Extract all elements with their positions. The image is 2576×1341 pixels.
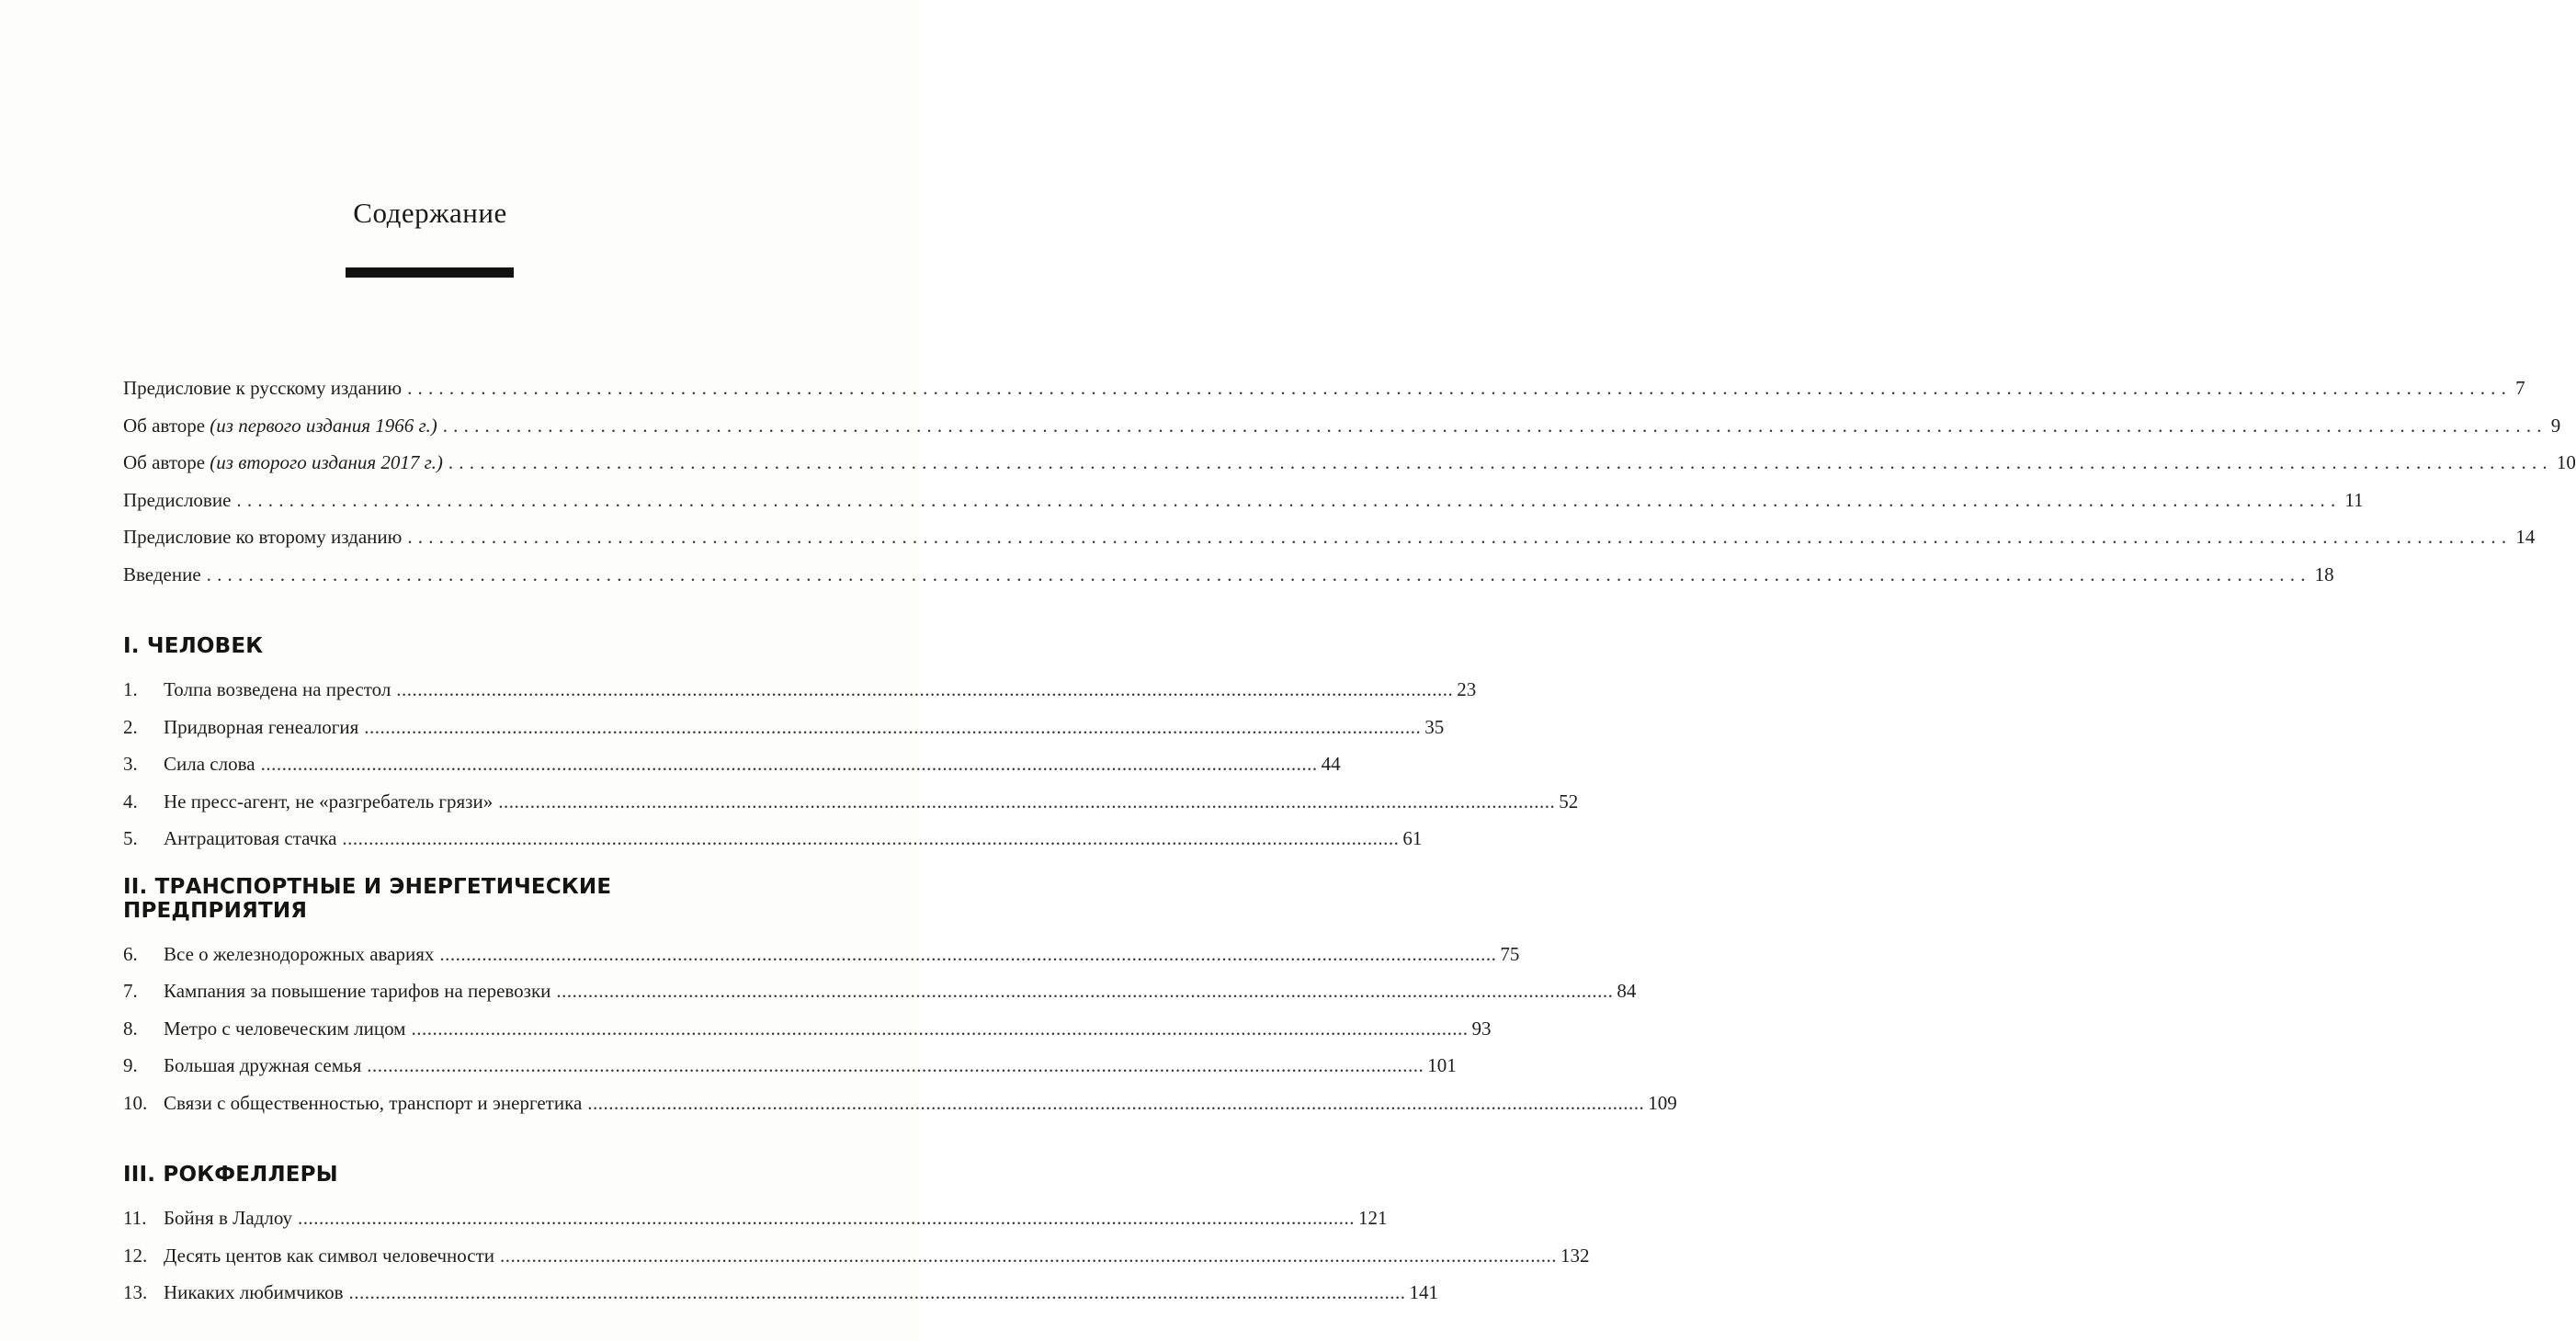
toc-entry [123, 488, 2364, 527]
chapter-label: Придворная генеалогия [164, 715, 359, 738]
page-title: Содержание [353, 197, 507, 229]
leader-dots: ........................................................................................................................................................................................................ [348, 1281, 1406, 1303]
part-heading: III. РОКФЕЛЛЕРЫ [123, 1163, 338, 1187]
chapter-label: Все о железнодорожных авариях [164, 942, 435, 965]
chapter-entry [123, 1244, 1590, 1282]
chapter-page: 121 [1358, 1207, 1388, 1229]
chapter-page: 35 [1424, 715, 1445, 738]
chapter-number: 8. [123, 1017, 138, 1040]
toc-entry [123, 414, 2561, 452]
leader-dots: ........................................................................................................................................................................................................ [260, 753, 1318, 775]
chapter-number: 11. [123, 1207, 147, 1229]
entry-label: Введение [123, 563, 201, 585]
toc-entry [123, 451, 2576, 489]
entry-page: 18 [2314, 563, 2334, 585]
toc-entry [123, 563, 2334, 601]
entry-page: 11 [2344, 488, 2364, 511]
chapter-page: 141 [1409, 1281, 1439, 1303]
chapter-number: 10. [123, 1091, 148, 1114]
chapter-entry [123, 790, 1579, 828]
chapter-number: 7. [123, 980, 138, 1002]
chapter-entry [123, 942, 1520, 981]
chapter-number: 6. [123, 942, 138, 965]
leader-dots: ........................................................................................................................................................................................................ [407, 526, 2513, 548]
toc-entry [123, 526, 2536, 563]
chapter-label: Сила слова [164, 753, 255, 775]
leader-dots: ........................................................................................................................................................................................................ [364, 715, 1422, 738]
chapter-page: 61 [1402, 827, 1423, 849]
entry-label: Об авторе [123, 414, 210, 437]
chapter-entry [123, 715, 1445, 754]
chapter-page: 23 [1457, 678, 1477, 700]
entry-page: 14 [2515, 526, 2536, 548]
leader-dots: ........................................................................................................................................................................................................ [556, 980, 1614, 1002]
entry-page: 10 [2556, 451, 2576, 473]
chapter-entry [123, 1207, 1388, 1244]
chapter-number: 2. [123, 715, 138, 738]
chapter-label: Десять центов как символ человечности [164, 1244, 495, 1267]
leader-dots: ........................................................................................................................................................................................................ [407, 377, 2513, 399]
part-heading: II. ТРАНСПОРТНЫЕ И ЭНЕРГЕТИЧЕСКИЕ ПРЕДПРИЯТИЯ [123, 874, 612, 923]
chapter-label: Большая дружная семья [164, 1054, 362, 1076]
leader-dots: ........................................................................................................................................................................................................ [500, 1244, 1558, 1267]
chapter-number: 12. [123, 1244, 148, 1267]
chapter-label: Кампания за повышение тарифов на перевозки [164, 980, 551, 1002]
leader-dots: ........................................................................................................................................................................................................ [448, 451, 2553, 473]
chapter-entry [123, 753, 1341, 790]
entry-label: Предисловие [123, 488, 232, 511]
chapter-label: Никаких любимчиков [164, 1281, 344, 1303]
entry-page: 7 [2515, 377, 2525, 399]
leader-dots: ........................................................................................................................................................................................................ [411, 1017, 1469, 1040]
table-of-contents [123, 377, 2576, 1319]
chapter-number: 5. [123, 827, 138, 849]
chapter-entry [123, 827, 1423, 865]
chapter-label: Связи с общественностью, транспорт и энергетика [164, 1091, 583, 1114]
leader-dots: ........................................................................................................................................................................................................ [342, 827, 1400, 849]
title-rule [346, 267, 514, 278]
entry-page: 9 [2550, 414, 2561, 437]
chapter-entry [123, 1091, 1677, 1130]
leader-dots: ........................................................................................................................................................................................................ [367, 1054, 1424, 1076]
chapter-entry [123, 1017, 1492, 1055]
toc-entry [123, 377, 2525, 415]
entry-label: Предисловие ко второму изданию [123, 526, 403, 548]
leader-dots: ........................................................................................................................................................................................................ [236, 488, 2342, 511]
chapter-page: 75 [1500, 942, 1520, 965]
chapter-number: 13. [123, 1281, 148, 1303]
leader-dots: ........................................................................................................................................................................................................ [587, 1091, 1645, 1114]
chapter-page: 52 [1559, 790, 1579, 813]
chapter-label: Бойня в Ладлоу [164, 1207, 293, 1229]
entry-label: Предисловие к русскому изданию [123, 377, 403, 399]
chapter-page: 44 [1321, 753, 1341, 775]
part-heading: I. ЧЕЛОВЕК [123, 634, 264, 658]
entry-note: (из второго издания 2017 г.) [210, 451, 443, 473]
chapter-entry [123, 980, 1637, 1017]
leader-dots: ........................................................................................................................................................................................................ [498, 790, 1556, 813]
chapter-number: 9. [123, 1054, 138, 1076]
leader-dots: ........................................................................................................................................................................................................ [439, 942, 1497, 965]
chapter-number: 1. [123, 678, 138, 700]
chapter-page: 109 [1648, 1091, 1677, 1114]
chapter-page: 93 [1471, 1017, 1492, 1040]
chapter-page: 132 [1560, 1244, 1590, 1267]
entry-note: (из первого издания 1966 г.) [210, 414, 437, 437]
chapter-label: Антрацитовая стачка [164, 827, 337, 849]
chapter-label: Не пресс-агент, не «разгребатель грязи» [164, 790, 494, 813]
chapter-number: 4. [123, 790, 138, 813]
chapter-entry [123, 1281, 1439, 1319]
leader-dots: ........................................................................................................................................................................................................ [298, 1207, 1356, 1229]
chapter-page: 84 [1617, 980, 1637, 1002]
chapter-entry [123, 1054, 1457, 1092]
chapter-number: 3. [123, 753, 138, 775]
leader-dots: ........................................................................................................................................................................................................ [442, 414, 2548, 437]
chapter-entry [123, 678, 1477, 716]
chapter-label: Толпа возведена на престол [164, 678, 392, 700]
leader-dots: ........................................................................................................................................................................................................ [396, 678, 1454, 700]
chapter-label: Метро с человеческим лицом [164, 1017, 406, 1040]
leader-dots: ........................................................................................................................................................................................................ [206, 563, 2311, 585]
entry-label: Об авторе [123, 451, 210, 473]
chapter-page: 101 [1427, 1054, 1457, 1076]
